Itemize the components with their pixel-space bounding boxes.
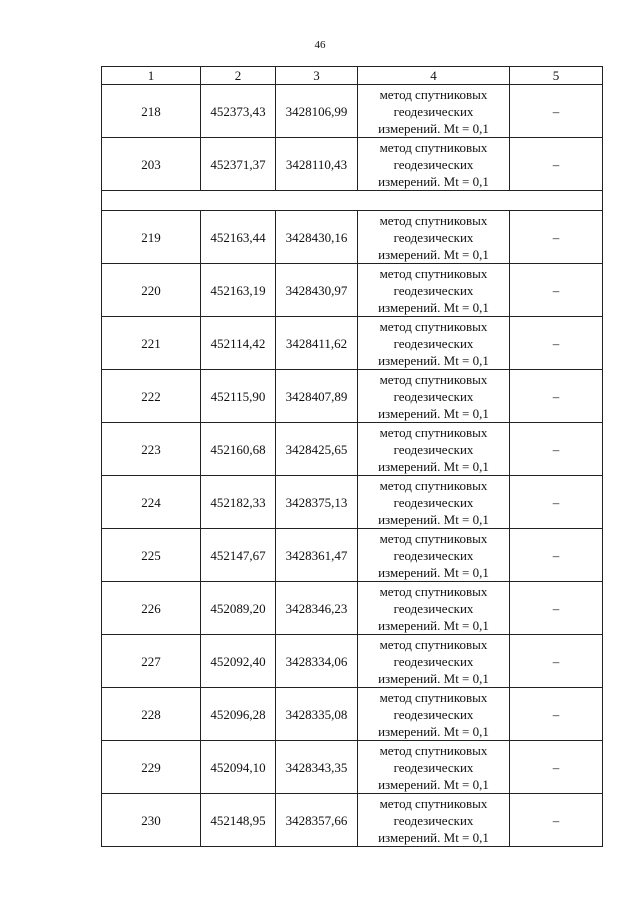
method-line: метод спутниковых bbox=[379, 86, 488, 102]
method-line: геодезических bbox=[393, 282, 474, 298]
point-number-cell: 227 bbox=[102, 635, 201, 688]
x-coordinate-cell: 452096,28 bbox=[201, 688, 276, 741]
point-number-cell: 226 bbox=[102, 582, 201, 635]
method-cell bbox=[358, 317, 510, 370]
method-line: метод спутниковых bbox=[379, 371, 488, 387]
method-line: измерений. Mt = 0,1 bbox=[378, 299, 489, 315]
method-line: метод спутниковых bbox=[379, 583, 488, 599]
x-coordinate-cell: 452092,40 bbox=[201, 635, 276, 688]
method-line: измерений. Mt = 0,1 bbox=[378, 829, 489, 845]
description-cell: – bbox=[510, 138, 603, 191]
page-number: 46 bbox=[314, 39, 326, 51]
point-number-cell: 229 bbox=[102, 741, 201, 794]
table-row bbox=[102, 264, 603, 317]
table-row bbox=[102, 317, 603, 370]
method-cell bbox=[358, 635, 510, 688]
separator-cell bbox=[102, 191, 603, 211]
method-line: геодезических bbox=[393, 441, 474, 457]
x-coordinate-cell: 452115,90 bbox=[201, 370, 276, 423]
coordinates-table bbox=[101, 66, 603, 847]
x-coordinate-cell: 452160,68 bbox=[201, 423, 276, 476]
y-coordinate-cell: 3428334,06 bbox=[276, 635, 358, 688]
y-coordinate-cell: 3428335,08 bbox=[276, 688, 358, 741]
method-cell bbox=[358, 138, 510, 191]
method-cell bbox=[358, 476, 510, 529]
point-number-cell: 224 bbox=[102, 476, 201, 529]
table-row bbox=[102, 741, 603, 794]
method-line: измерений. Mt = 0,1 bbox=[378, 723, 489, 739]
point-number-cell: 222 bbox=[102, 370, 201, 423]
y-coordinate-cell: 3428357,66 bbox=[276, 794, 358, 847]
method-line: геодезических bbox=[393, 653, 474, 669]
x-coordinate-cell: 452094,10 bbox=[201, 741, 276, 794]
method-cell bbox=[358, 582, 510, 635]
method-line: измерений. Mt = 0,1 bbox=[378, 617, 489, 633]
table-row bbox=[102, 529, 603, 582]
x-coordinate-cell: 452373,43 bbox=[201, 85, 276, 138]
point-number-cell: 203 bbox=[102, 138, 201, 191]
method-cell bbox=[358, 688, 510, 741]
table-row bbox=[102, 85, 603, 138]
method-line: измерений. Mt = 0,1 bbox=[378, 458, 489, 474]
description-cell: – bbox=[510, 370, 603, 423]
method-line: метод спутниковых bbox=[379, 318, 488, 334]
method-cell bbox=[358, 423, 510, 476]
x-coordinate-cell: 452089,20 bbox=[201, 582, 276, 635]
method-line: метод спутниковых bbox=[379, 530, 488, 546]
method-line: измерений. Mt = 0,1 bbox=[378, 173, 489, 189]
table-row bbox=[102, 688, 603, 741]
method-line: метод спутниковых bbox=[379, 795, 488, 811]
method-line: измерений. Mt = 0,1 bbox=[378, 352, 489, 368]
y-coordinate-cell: 3428425,65 bbox=[276, 423, 358, 476]
y-coordinate-cell: 3428411,62 bbox=[276, 317, 358, 370]
method-line: метод спутниковых bbox=[379, 742, 488, 758]
description-cell: – bbox=[510, 85, 603, 138]
method-cell bbox=[358, 211, 510, 264]
method-line: метод спутниковых bbox=[379, 139, 488, 155]
method-line: геодезических bbox=[393, 229, 474, 245]
description-cell: – bbox=[510, 529, 603, 582]
table-row bbox=[102, 635, 603, 688]
point-number-cell: 230 bbox=[102, 794, 201, 847]
description-cell: – bbox=[510, 317, 603, 370]
description-cell: – bbox=[510, 635, 603, 688]
description-cell: – bbox=[510, 582, 603, 635]
description-cell: – bbox=[510, 211, 603, 264]
x-coordinate-cell: 452147,67 bbox=[201, 529, 276, 582]
y-coordinate-cell: 3428361,47 bbox=[276, 529, 358, 582]
table-row bbox=[102, 211, 603, 264]
point-number-cell: 220 bbox=[102, 264, 201, 317]
point-number-cell: 218 bbox=[102, 85, 201, 138]
method-line: геодезических bbox=[393, 759, 474, 775]
method-line: измерений. Mt = 0,1 bbox=[378, 511, 489, 527]
method-line: геодезических bbox=[393, 156, 474, 172]
method-line: геодезических bbox=[393, 494, 474, 510]
y-coordinate-cell: 3428430,97 bbox=[276, 264, 358, 317]
method-line: геодезических bbox=[393, 600, 474, 616]
column-header: 2 bbox=[201, 67, 276, 85]
method-line: измерений. Mt = 0,1 bbox=[378, 246, 489, 262]
description-cell: – bbox=[510, 794, 603, 847]
method-line: геодезических bbox=[393, 103, 474, 119]
x-coordinate-cell: 452148,95 bbox=[201, 794, 276, 847]
table-row bbox=[102, 423, 603, 476]
y-coordinate-cell: 3428110,43 bbox=[276, 138, 358, 191]
table-row bbox=[102, 476, 603, 529]
table-row bbox=[102, 138, 603, 191]
point-number-cell: 219 bbox=[102, 211, 201, 264]
column-header: 3 bbox=[276, 67, 358, 85]
method-line: метод спутниковых bbox=[379, 636, 488, 652]
table-row bbox=[102, 370, 603, 423]
description-cell: – bbox=[510, 264, 603, 317]
y-coordinate-cell: 3428106,99 bbox=[276, 85, 358, 138]
method-line: геодезических bbox=[393, 812, 474, 828]
column-header: 4 bbox=[358, 67, 510, 85]
x-coordinate-cell: 452114,42 bbox=[201, 317, 276, 370]
method-line: измерений. Mt = 0,1 bbox=[378, 120, 489, 136]
point-number-cell: 228 bbox=[102, 688, 201, 741]
x-coordinate-cell: 452163,19 bbox=[201, 264, 276, 317]
description-cell: – bbox=[510, 688, 603, 741]
method-line: геодезических bbox=[393, 547, 474, 563]
y-coordinate-cell: 3428343,35 bbox=[276, 741, 358, 794]
method-line: измерений. Mt = 0,1 bbox=[378, 670, 489, 686]
table-header-row bbox=[102, 67, 603, 85]
description-cell: – bbox=[510, 476, 603, 529]
method-line: измерений. Mt = 0,1 bbox=[378, 776, 489, 792]
method-cell bbox=[358, 264, 510, 317]
method-cell bbox=[358, 741, 510, 794]
method-line: геодезических bbox=[393, 388, 474, 404]
table-separator-row bbox=[102, 191, 603, 211]
point-number-cell: 221 bbox=[102, 317, 201, 370]
x-coordinate-cell: 452163,44 bbox=[201, 211, 276, 264]
method-line: метод спутниковых bbox=[379, 689, 488, 705]
column-header: 5 bbox=[510, 67, 603, 85]
method-cell bbox=[358, 529, 510, 582]
method-cell bbox=[358, 794, 510, 847]
method-cell bbox=[358, 370, 510, 423]
point-number-cell: 223 bbox=[102, 423, 201, 476]
column-header: 1 bbox=[102, 67, 201, 85]
description-cell: – bbox=[510, 423, 603, 476]
x-coordinate-cell: 452371,37 bbox=[201, 138, 276, 191]
y-coordinate-cell: 3428430,16 bbox=[276, 211, 358, 264]
y-coordinate-cell: 3428346,23 bbox=[276, 582, 358, 635]
y-coordinate-cell: 3428407,89 bbox=[276, 370, 358, 423]
method-cell bbox=[358, 85, 510, 138]
method-line: геодезических bbox=[393, 335, 474, 351]
x-coordinate-cell: 452182,33 bbox=[201, 476, 276, 529]
y-coordinate-cell: 3428375,13 bbox=[276, 476, 358, 529]
method-line: метод спутниковых bbox=[379, 265, 488, 281]
table-row bbox=[102, 794, 603, 847]
point-number-cell: 225 bbox=[102, 529, 201, 582]
method-line: метод спутниковых bbox=[379, 212, 488, 228]
method-line: метод спутниковых bbox=[379, 477, 488, 493]
method-line: измерений. Mt = 0,1 bbox=[378, 564, 489, 580]
method-line: измерений. Mt = 0,1 bbox=[378, 405, 489, 421]
description-cell: – bbox=[510, 741, 603, 794]
table-row bbox=[102, 582, 603, 635]
method-line: метод спутниковых bbox=[379, 424, 488, 440]
method-line: геодезических bbox=[393, 706, 474, 722]
